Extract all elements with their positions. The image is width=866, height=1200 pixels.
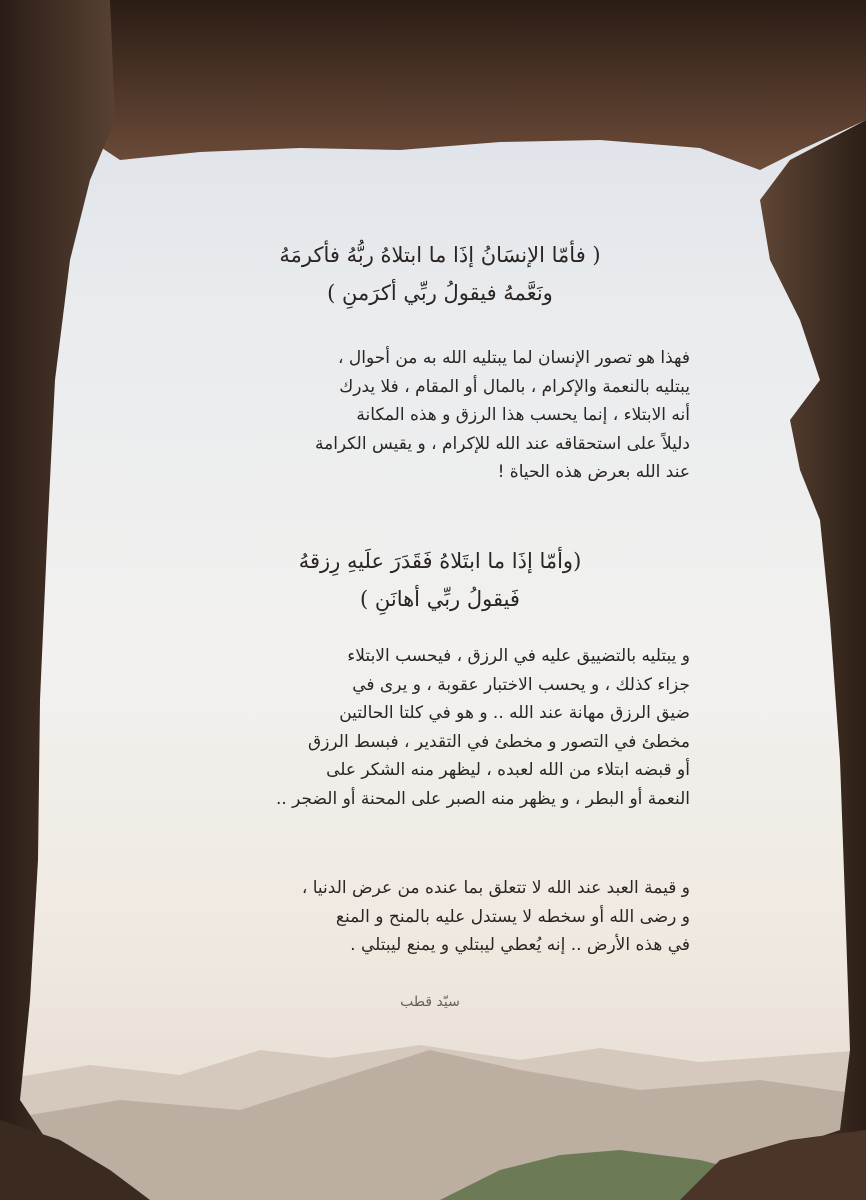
paragraph-three-line: في هذه الأرض .. إنه يُعطي ليبتلي و يمنع ليبتلي .: [350, 935, 690, 955]
paragraph-three-line: و قيمة العبد عند الله لا تتعلق بما عنده من عرض الدنيا ،: [301, 878, 690, 898]
verse-two: [190, 542, 690, 618]
paragraph-one-line: فهذا هو تصور الإنسان لما يبتليه الله به من أحوال ،: [337, 348, 690, 368]
paragraph-two-line: النعمة أو البطر ، و يظهر منه الصبر على المحنة أو الضجر ..: [275, 788, 690, 809]
paragraph-one: [190, 344, 690, 487]
verse-one: [190, 236, 690, 312]
verse-one-line-2: ونَعَّمهُ فيقولُ ربِّي أكرَمنِ ): [327, 281, 553, 305]
author-signature: سيّد قطب: [400, 994, 460, 1010]
paragraph-two: [190, 642, 690, 813]
paragraph-three-line: و رضى الله أو سخطه لا يستدل عليه بالمنح و المنع: [335, 906, 690, 927]
verse-two-line-1: (وأمّا إذَا ما ابتَلاهُ فَقَدَرَ علَيهِ رِزقهُ: [298, 549, 582, 573]
paragraph-two-line: ضيق الرزق مهانة عند الله .. و هو في كلتا الحالتين: [339, 703, 690, 723]
verse-one-line-1: ( فأمّا الإنسَانُ إذَا ما ابتلاهُ ربُّهُ فأكرمَهُ: [279, 243, 601, 267]
paragraph-two-line: أو قبضه ابتلاء من الله لعبده ، ليظهر منه الشكر على: [326, 760, 690, 780]
paragraph-one-line: يبتليه بالنعمة والإكرام ، بالمال أو المقام ، فلا يدرك: [339, 376, 690, 397]
paragraph-one-line: عند الله بعرض هذه الحياة !: [497, 462, 690, 482]
paragraph-one-line: أنه الابتلاء ، إنما يحسب هذا الرزق و هذه المكانة: [356, 405, 690, 425]
paragraph-three: [190, 874, 690, 960]
verse-two-line-2: فَيقولُ ربِّي أهانَنِ ): [360, 587, 520, 611]
paragraph-two-line: و يبتليه بالتضييق عليه في الرزق ، فيحسب الابتلاء: [347, 646, 690, 666]
paragraph-two-line: مخطئ في التصور و مخطئ في التقدير ، فبسط الرزق: [308, 731, 690, 752]
paragraph-two-line: جزاء كذلك ، و يحسب الاختبار عقوبة ، و يرى في: [352, 674, 690, 695]
paragraph-one-line: دليلاً على استحقاقه عند الله للإكرام ، و يقيس الكرامة: [314, 433, 690, 454]
